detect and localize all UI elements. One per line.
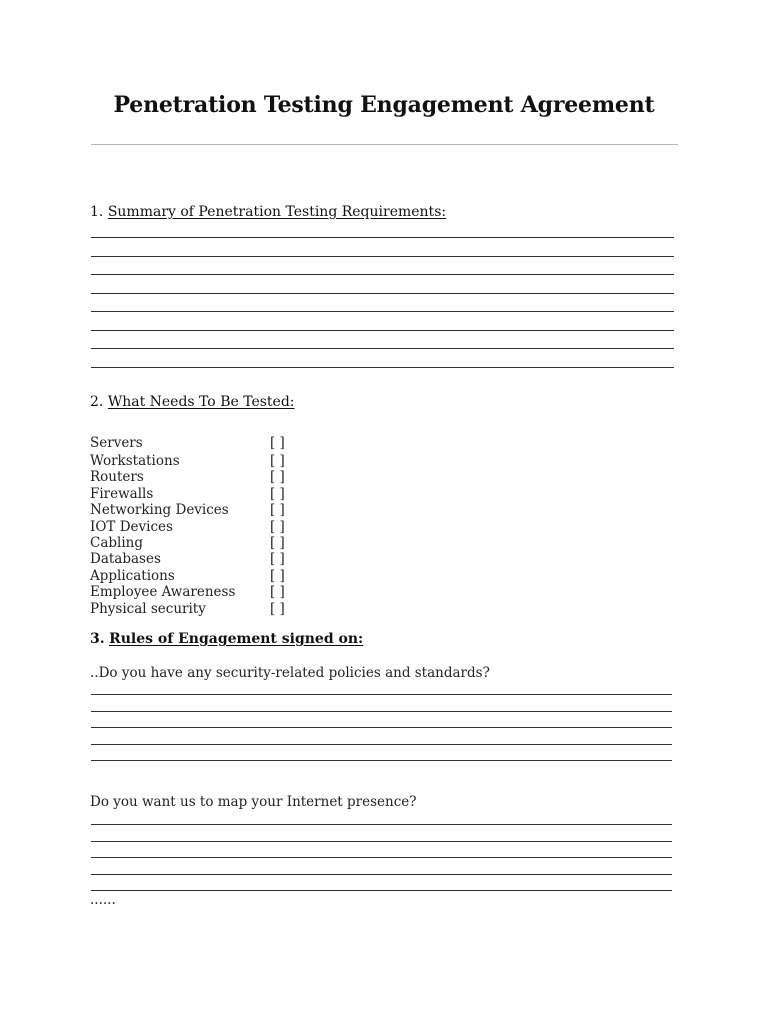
checklist-item-servers <box>90 435 330 453</box>
checklist-item-networking-devices <box>90 502 330 518</box>
policies-answer-area[interactable] <box>91 694 672 761</box>
checkbox[interactable]: [ ] <box>270 551 285 568</box>
checkbox[interactable]: [ ] <box>270 518 285 535</box>
checkbox[interactable]: [ ] <box>270 469 285 486</box>
checklist-item-physical-security <box>90 601 330 617</box>
checklist-item-employee-awareness <box>90 584 330 600</box>
checklist-item-databases <box>90 551 330 567</box>
section-3-heading <box>90 631 363 647</box>
question-internet-presence: Do you want us to map your Internet presence? <box>90 794 417 810</box>
checklist-item-workstations <box>90 453 330 469</box>
checkbox[interactable]: [ ] <box>270 584 285 601</box>
checklist-label: Databases <box>90 551 161 568</box>
answer-line <box>91 237 674 238</box>
answer-line <box>91 824 672 825</box>
checklist-label: Firewalls <box>90 485 154 502</box>
answer-line <box>91 311 674 312</box>
question-policies: ..Do you have any security-related policies and standards? <box>90 665 490 681</box>
checklist-label: Servers <box>90 435 143 451</box>
section-2-title: What Needs To Be Tested: <box>107 394 295 410</box>
answer-line <box>91 711 672 712</box>
answer-line <box>91 890 672 891</box>
checklist-item-iot-devices <box>90 519 330 535</box>
answer-line <box>91 274 674 275</box>
answer-line <box>91 367 674 368</box>
checklist-label: IOT Devices <box>90 518 173 535</box>
checklist-item-applications <box>90 568 330 584</box>
checkbox[interactable]: [ ] <box>270 567 285 584</box>
checklist-label: Applications <box>90 567 175 584</box>
section-1-title: Summary of Penetration Testing Requirements: <box>107 204 447 220</box>
answer-line <box>91 694 672 695</box>
section-2-number: 2. <box>90 394 104 410</box>
test-target-checklist <box>90 435 330 617</box>
document-title: Penetration Testing Engagement Agreement <box>113 92 655 118</box>
section-3-title: Rules of Engagement signed on: <box>109 631 364 647</box>
checkbox[interactable]: [ ] <box>270 485 285 502</box>
checkbox[interactable]: [ ] <box>270 453 285 469</box>
checklist-item-firewalls <box>90 486 330 502</box>
section-1-number: 1. <box>90 204 104 220</box>
checkbox[interactable]: [ ] <box>270 534 285 551</box>
answer-line <box>91 760 672 761</box>
checklist-item-cabling <box>90 535 330 551</box>
answer-line <box>91 744 672 745</box>
checkbox[interactable]: [ ] <box>270 600 285 617</box>
trailing-ellipsis: ...... <box>90 892 116 908</box>
answer-line <box>91 841 672 842</box>
answer-line <box>91 874 672 875</box>
title-divider <box>91 144 678 145</box>
checklist-item-routers <box>90 469 330 485</box>
answer-line <box>91 348 674 349</box>
checklist-label: Physical security <box>90 600 206 617</box>
answer-line <box>91 293 674 294</box>
section-1-heading <box>90 204 446 220</box>
internet-presence-answer-area[interactable] <box>91 824 672 891</box>
section-1-answer-area[interactable] <box>91 237 674 368</box>
checklist-label: Workstations <box>90 453 180 469</box>
answer-line <box>91 256 674 257</box>
checklist-label: Employee Awareness <box>90 584 236 601</box>
section-2-heading <box>90 394 295 410</box>
answer-line <box>91 857 672 858</box>
answer-line <box>91 330 674 331</box>
checklist-label: Networking Devices <box>90 502 229 519</box>
section-3-number: 3. <box>90 631 105 647</box>
checkbox[interactable]: [ ] <box>270 435 285 451</box>
checkbox[interactable]: [ ] <box>270 502 285 519</box>
checklist-label: Cabling <box>90 534 143 551</box>
answer-line <box>91 727 672 728</box>
checklist-label: Routers <box>90 469 144 486</box>
